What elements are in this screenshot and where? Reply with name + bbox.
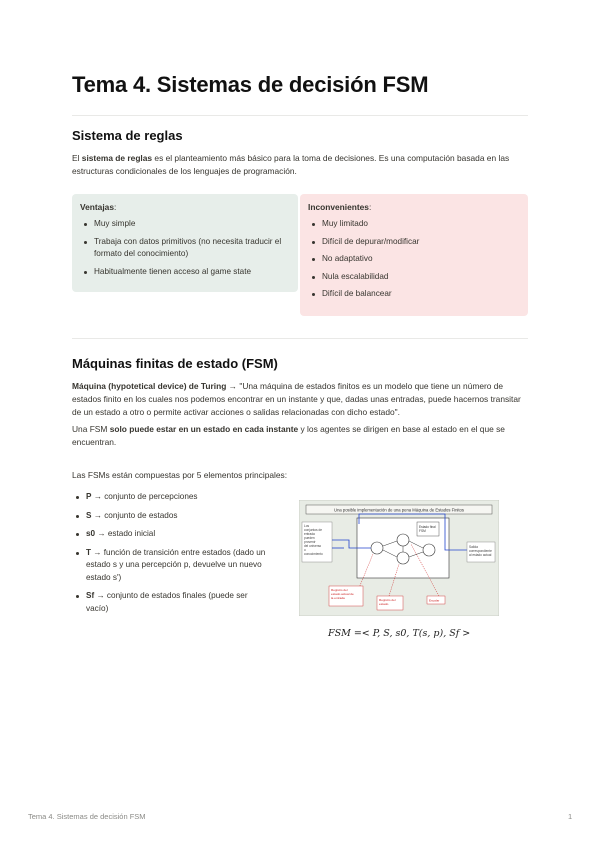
fsm-diagram-figure <box>299 500 499 616</box>
section-heading-fsm: Máquinas finitas de estado (FSM) <box>72 356 278 371</box>
list-item: Habitualmente tienen acceso al game state <box>80 266 290 279</box>
bottom-left-note-label: Registro del estado actual de la entrada <box>331 588 354 600</box>
output-note-label: Salida correspondiente al estado actual <box>469 545 492 557</box>
state-node <box>423 544 435 556</box>
ventajas-title: Ventajas: <box>80 202 117 212</box>
intro-paragraph: El sistema de reglas es el planteamiento más básico para la toma de decisiones. Es una computación basada en las estructuras condicionales de los lenguajes de programación. <box>72 153 510 176</box>
section-heading-reglas: Sistema de reglas <box>72 128 183 143</box>
figure-caption: Una posible implementación de una pena Máquina de Estados Finitos <box>334 507 464 513</box>
ventajas-callout <box>72 194 298 292</box>
list-item: S → conjunto de estados <box>72 510 272 523</box>
list-item: Sf → conjunto de estados finales (puede ser vacío) <box>72 590 272 615</box>
list-item: Muy simple <box>80 218 290 231</box>
divider <box>72 115 528 116</box>
input-note-line: Los conjuntos de entrada pueden provenir del universo o conocimiento <box>304 524 323 556</box>
list-item: No adaptativo <box>308 253 520 266</box>
list-item: Nula escalabilidad <box>308 271 520 284</box>
divider <box>72 338 528 339</box>
list-item: Trabaja con datos primitivos (no necesita traducir el formato del conocimiento) <box>80 236 290 261</box>
state-node <box>397 552 409 564</box>
elements-intro: Las FSMs están compuestas por 5 elementos principales: <box>72 470 288 480</box>
bottom-mid-note-label: Registro del estado <box>379 598 396 606</box>
list-item: Muy limitado <box>308 218 520 231</box>
state-node <box>371 542 383 554</box>
bottom-right-note-label: Escalar <box>429 598 440 603</box>
state-node <box>397 534 409 546</box>
list-item: Difícil de balancear <box>308 288 520 301</box>
list-item: T → función de transición entre estados (dado un estado s y una percepción p, devuelve un nuevo estado s') <box>72 547 272 585</box>
fsm-state-paragraph: Una FSM solo puede estar en un estado en cada instante y los agentes se dirigen en base al estado en el que se encuentran. <box>72 424 505 447</box>
fsm-formula: FSM =< P, S, s0, T(s, p), Sf > <box>328 628 471 639</box>
fsm-elements-list <box>72 491 272 615</box>
list-item: s0 → estado inicial <box>72 528 272 541</box>
list-item: Difícil de depurar/modificar <box>308 236 520 249</box>
list-item: P → conjunto de percepciones <box>72 491 272 504</box>
page-title: Tema 4. Sistemas de decisión FSM <box>72 72 429 97</box>
turing-paragraph: Máquina (hypotetical device) de Turing → "Una máquina de estados finitos es un modelo que tiene un número de estados finito en los cuales nos podemos encontrar en un instante y que, dadas unas entradas, puede hacernos transitar de un estado a otro o permite activar acciones o salidas relacionadas con dicho estado". <box>72 381 521 417</box>
inconvenientes-title: Inconvenientes: <box>308 202 372 212</box>
inconvenientes-callout <box>300 194 528 316</box>
final-state-label: Estado final FSM <box>419 525 436 533</box>
footer-title: Tema 4. Sistemas de decisión FSM <box>28 812 146 821</box>
page-number: 1 <box>568 812 573 821</box>
